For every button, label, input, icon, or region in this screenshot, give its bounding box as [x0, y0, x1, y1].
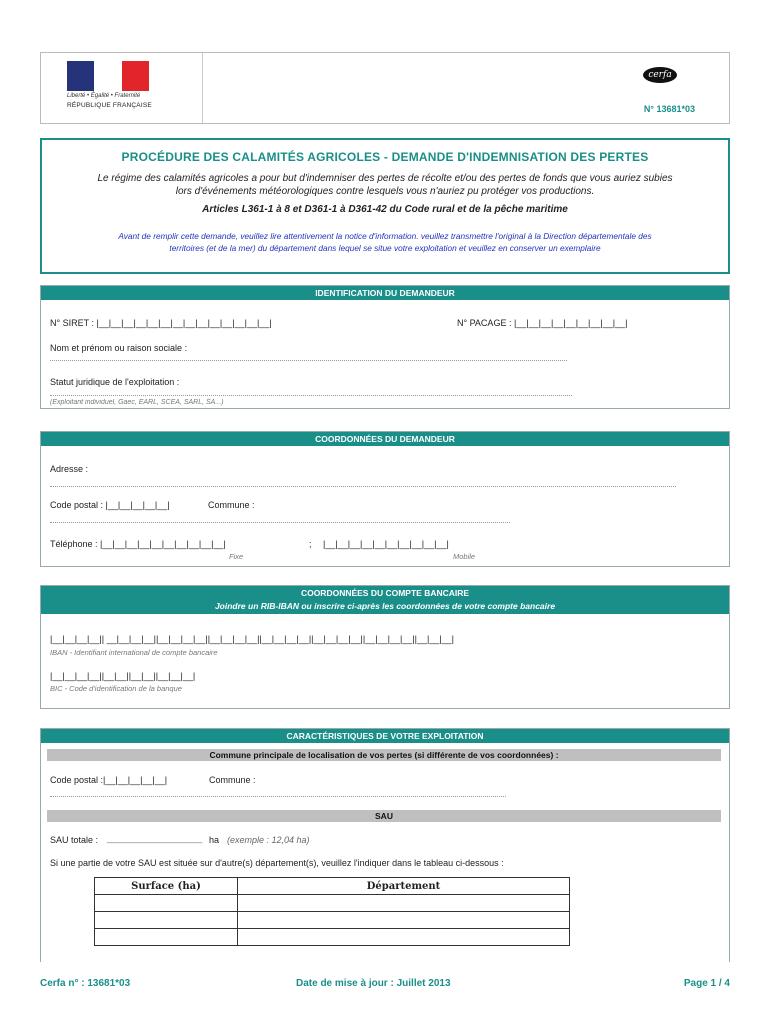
status-label: Statut juridique de l'exploitation :: [50, 377, 180, 387]
fixe-caption: Fixe: [229, 552, 244, 561]
section-heading: CARACTÉRISTIQUES DE VOTRE EXPLOITATION: [41, 729, 729, 743]
bank-subheading: Joindre un RIB-IBAN ou inscrire ci-après les coordonnées de votre compte bancaire: [214, 601, 556, 611]
surface-column-header: Surface (ha): [95, 878, 238, 895]
loss-postal-code-field[interactable]: Code postal :|__|__|__|__|__|: [50, 775, 168, 785]
department-cell[interactable]: [238, 895, 570, 912]
identification-section: [40, 285, 730, 409]
status-input[interactable]: [50, 395, 572, 396]
notice-line-2: territoires (et de la mer) du département dans lequel se situe votre exploitation et veuillez en conserver un exemplaire: [169, 243, 601, 253]
bic-field[interactable]: |__|__|__|__||__|__||__|__||__|__|__|: [50, 671, 196, 681]
department-cell[interactable]: [238, 929, 570, 946]
contact-section: [40, 431, 730, 567]
table-row: [95, 895, 570, 912]
form-header: [40, 52, 730, 124]
iban-caption: IBAN - Identifiant international de compte bancaire: [50, 648, 218, 657]
pacage-field[interactable]: N° PACAGE : |__|__|__|__|__|__|__|__|__|: [457, 318, 628, 328]
loss-commune-label: Commune :: [209, 775, 256, 785]
department-column-header: Département: [238, 878, 570, 895]
department-cell[interactable]: [238, 912, 570, 929]
postal-code-field[interactable]: Code postal : |__|__|__|__|__|: [50, 500, 170, 510]
marianne-logo: [55, 53, 203, 123]
address-input[interactable]: [50, 486, 676, 487]
republic-name: RÉPUBLIQUE FRANÇAISE: [67, 102, 152, 109]
sau-total-input[interactable]: ___________________: [107, 833, 203, 843]
sau-bar: SAU: [47, 810, 721, 822]
cerfa-logo: cerfa: [643, 67, 677, 83]
phone-separator: ;: [309, 539, 312, 549]
form-number: N° 13681*03: [643, 104, 695, 114]
table-header-row: [95, 878, 570, 895]
surface-cell[interactable]: [95, 895, 238, 912]
notice-line-1: Avant de remplir cette demande, veuillez lire attentivement la notice d'information. veuillez transmettre l'original à la Direction départementale des: [118, 231, 652, 241]
tricolor-flag-icon: [67, 61, 149, 91]
status-hint: (Exploitant individuel, Gaec, EARL, SCEA, SARL, SA...): [50, 399, 224, 406]
sau-departments-table: [94, 877, 570, 946]
iban-field[interactable]: |__|__|__|__|| __|__|__|__||__|__|__|__||__|__|__|__||__|__|__|__||__|__|__|__||__|__|__|__||__|__|__|: [50, 634, 455, 644]
surface-cell[interactable]: [95, 929, 238, 946]
table-row: [95, 912, 570, 929]
intro-line-1: Le régime des calamités agricoles a pour but d'indemniser des pertes de récolte et/ou des pertes de fonds que vous auriez subies: [97, 173, 673, 184]
page-title: PROCÉDURE DES CALAMITÉS AGRICOLES - DEMANDE D'INDEMNISATION DES PERTES: [121, 150, 649, 164]
republic-motto: Liberté • Égalité • Fraternité: [67, 93, 141, 99]
intro-line-2: lors d'événements météorologiques contre lesquels vous n'auriez pu protéger vos productions.: [175, 186, 595, 197]
title-block: [40, 138, 730, 274]
section-heading: [41, 586, 729, 614]
sau-example: (exemple : 12,04 ha): [227, 835, 310, 845]
mobile-caption: Mobile: [453, 552, 476, 561]
section-heading: IDENTIFICATION DU DEMANDEUR: [41, 286, 729, 300]
address-label: Adresse :: [50, 464, 89, 474]
instruction-notice: [48, 230, 722, 254]
footer-page: Page 1 / 4: [683, 978, 730, 989]
surface-cell[interactable]: [95, 912, 238, 929]
loss-commune-input[interactable]: [50, 796, 506, 797]
intro-text: [72, 172, 698, 198]
farm-section: [40, 728, 730, 962]
bank-heading: COORDONNÉES DU COMPTE BANCAIRE: [300, 588, 470, 598]
phone-field[interactable]: Téléphone : |__|__|__|__|__|__|__|__|__|__|: [50, 539, 226, 549]
commune-input[interactable]: [50, 522, 510, 523]
sau-other-text: Si une partie de votre SAU est située sur d'autre(s) département(s), veuillez l'indiquer dans le tableau ci-dessous :: [50, 858, 504, 868]
name-label: Nom et prénom ou raison sociale :: [50, 343, 188, 353]
mobile-field[interactable]: |__|__|__|__|__|__|__|__|__|__|: [323, 539, 449, 549]
bank-section: [40, 585, 730, 709]
sau-unit: ha: [209, 835, 220, 845]
footer-cerfa: Cerfa n° : 13681*03: [40, 978, 131, 989]
commune-label: Commune :: [208, 500, 255, 510]
commune-bar: Commune principale de localisation de vos pertes (si différente de vos coordonnées) :: [47, 749, 721, 761]
bic-caption: BIC - Code d'identification de la banque: [50, 684, 182, 693]
sau-total-label: SAU totale :: [50, 835, 99, 845]
section-heading: COORDONNÉES DU DEMANDEUR: [41, 432, 729, 446]
siret-field[interactable]: N° SIRET : |__|__|__|__|__|__|__|__|__|__|__|__|__|__|: [50, 318, 272, 328]
name-input[interactable]: [50, 360, 567, 361]
footer-date: Date de mise à jour : Juillet 2013: [296, 978, 451, 989]
legal-articles: Articles L361-1 à 8 et D361-1 à D361-42 du Code rural et de la pêche maritime: [202, 204, 568, 215]
table-row: [95, 929, 570, 946]
